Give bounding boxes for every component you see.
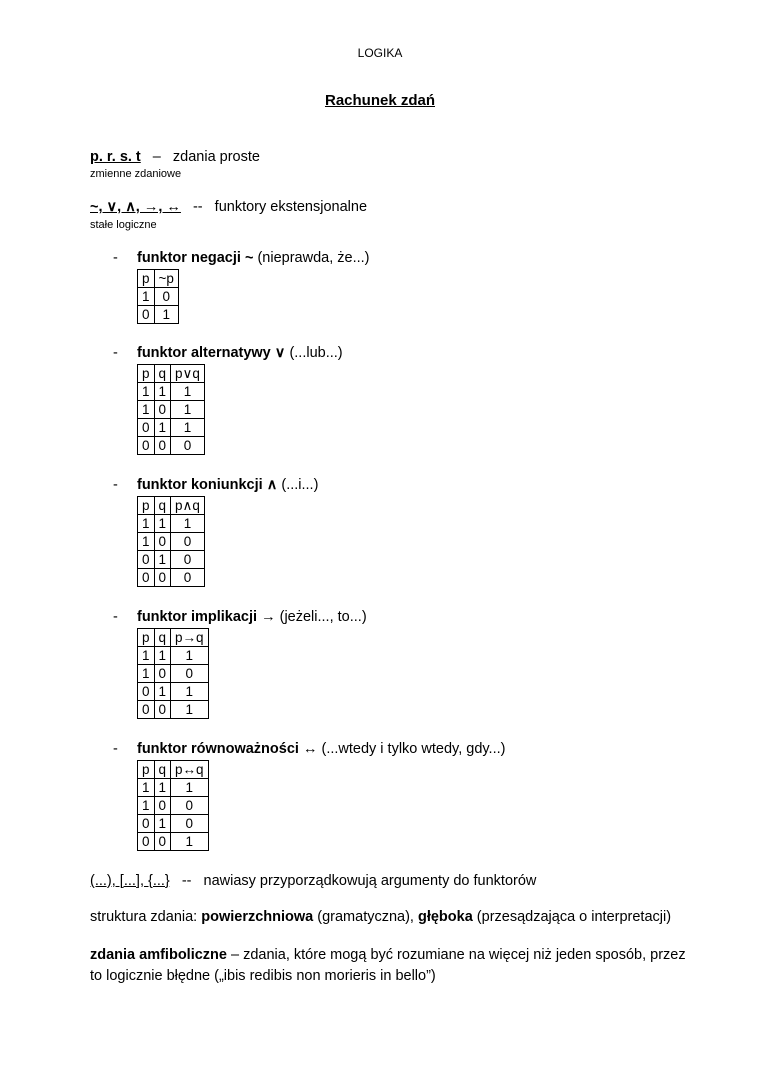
table-header-cell: q <box>154 365 171 383</box>
table-cell: 0 <box>171 665 209 683</box>
table-cell: 0 <box>171 569 205 587</box>
table-header-cell: q <box>154 761 171 779</box>
functor-bullet: - <box>113 477 118 493</box>
table-header-cell: p <box>138 497 155 515</box>
table-cell: 0 <box>154 401 171 419</box>
constants-sep: -- <box>192 199 203 215</box>
table-header-cell: q <box>154 497 171 515</box>
table-row <box>138 551 205 569</box>
table-cell: 1 <box>171 401 205 419</box>
functor-bullet: - <box>113 609 118 625</box>
table-cell: 1 <box>138 665 155 683</box>
table-row <box>138 833 209 851</box>
constants-line <box>90 199 367 215</box>
structure-line <box>90 909 671 925</box>
table-cell: 1 <box>154 815 171 833</box>
functor-heading <box>113 250 370 266</box>
table-header-cell: p <box>138 365 155 383</box>
table-cell: 0 <box>154 665 171 683</box>
table-cell: 1 <box>154 779 171 797</box>
table-cell: 1 <box>154 551 171 569</box>
structure-surface: powierzchniowa <box>201 909 314 925</box>
table-cell: 0 <box>154 288 178 306</box>
variables-sub: zmienne zdaniowe <box>90 168 182 180</box>
table-header-cell: p <box>138 761 155 779</box>
functor-desc: (...wtedy i tylko wtedy, gdy...) <box>321 741 506 757</box>
table-cell: 1 <box>154 419 171 437</box>
page-header: LOGIKA <box>357 46 403 60</box>
table-header-row <box>138 761 209 779</box>
functor-name: funktor negacji ~ <box>137 250 254 266</box>
table-cell: 1 <box>154 647 171 665</box>
truth-table-negation <box>137 269 179 324</box>
brackets-line <box>90 873 536 889</box>
brackets-sep: -- <box>181 873 192 889</box>
functor-heading <box>113 345 343 361</box>
table-cell: 1 <box>171 833 209 851</box>
truth-table-alternative <box>137 364 205 455</box>
table-cell: 1 <box>171 701 209 719</box>
table-row <box>138 815 209 833</box>
table-cell: 1 <box>171 515 205 533</box>
amphibolic-paragraph <box>90 945 690 987</box>
variables-sep: – <box>152 149 161 165</box>
structure-prefix: struktura zdania: <box>90 909 202 925</box>
structure-deep: głęboka <box>417 909 473 925</box>
functor-name: funktor równoważności ↔ <box>137 741 318 757</box>
table-header-cell: p∨q <box>171 365 205 383</box>
table-row <box>138 419 205 437</box>
table-header-cell: p <box>138 270 155 288</box>
functor-heading <box>113 741 505 757</box>
variables-symbols: p. r. s. t <box>90 149 141 165</box>
amphibolic-term: zdania amfiboliczne <box>90 947 227 963</box>
table-cell: 0 <box>138 569 155 587</box>
table-cell: 1 <box>171 419 205 437</box>
truth-table-implication <box>137 628 209 719</box>
table-cell: 1 <box>138 401 155 419</box>
table-header-cell: p→q <box>171 629 209 647</box>
table-header-row <box>138 365 205 383</box>
truth-table-conjunction <box>137 496 205 587</box>
table-cell: 1 <box>171 383 205 401</box>
table-header-cell: ~p <box>154 270 178 288</box>
functor-name: funktor alternatywy ∨ <box>137 345 286 361</box>
table-cell: 0 <box>154 533 171 551</box>
table-cell: 0 <box>138 683 155 701</box>
table-cell: 1 <box>154 383 171 401</box>
table-header-cell: p <box>138 629 155 647</box>
structure-end: (przesądzająca o interpretacji) <box>472 909 672 925</box>
variables-line <box>90 149 260 165</box>
table-cell: 0 <box>171 797 209 815</box>
page-title <box>0 92 760 109</box>
table-cell: 0 <box>171 437 205 455</box>
amphibolic-text: – zdania, które mogą być rozumiane na więcej niż jeden sposób, przez to logicznie błędne („ibis redibis non morieris in bello”) <box>90 947 686 984</box>
table-row <box>138 569 205 587</box>
functor-bullet: - <box>113 741 118 757</box>
table-row <box>138 797 209 815</box>
table-header-cell: q <box>154 629 171 647</box>
table-cell: 1 <box>138 383 155 401</box>
table-cell: 1 <box>171 779 209 797</box>
table-header-row <box>138 497 205 515</box>
functor-desc: (nieprawda, że...) <box>257 250 370 266</box>
functor-heading <box>113 609 367 625</box>
table-cell: 0 <box>138 551 155 569</box>
table-cell: 1 <box>138 797 155 815</box>
table-cell: 0 <box>171 533 205 551</box>
table-row <box>138 701 209 719</box>
table-header-cell: p↔q <box>171 761 209 779</box>
table-cell: 0 <box>154 437 171 455</box>
table-row <box>138 647 209 665</box>
table-cell: 1 <box>154 683 171 701</box>
table-cell: 0 <box>171 551 205 569</box>
table-cell: 0 <box>138 833 155 851</box>
brackets-text: nawiasy przyporządkowują argumenty do funktorów <box>203 873 537 889</box>
table-cell: 1 <box>154 515 171 533</box>
table-cell: 0 <box>138 437 155 455</box>
table-cell: 0 <box>154 833 171 851</box>
table-cell: 0 <box>154 797 171 815</box>
table-cell: 0 <box>138 306 155 324</box>
functor-desc: (...lub...) <box>289 345 343 361</box>
table-cell: 0 <box>138 815 155 833</box>
table-cell: 0 <box>171 815 209 833</box>
table-row <box>138 779 209 797</box>
brackets-symbols: (...), [...], {...} <box>90 873 170 889</box>
table-header-row <box>138 629 209 647</box>
table-row <box>138 437 205 455</box>
table-cell: 1 <box>138 779 155 797</box>
table-row <box>138 515 205 533</box>
table-cell: 0 <box>154 701 171 719</box>
table-header-cell: p∧q <box>171 497 205 515</box>
table-row <box>138 306 179 324</box>
table-cell: 1 <box>171 647 209 665</box>
table-row <box>138 383 205 401</box>
table-cell: 0 <box>138 701 155 719</box>
table-cell: 1 <box>138 288 155 306</box>
table-cell: 0 <box>138 419 155 437</box>
table-cell: 1 <box>154 306 178 324</box>
functor-bullet: - <box>113 345 118 361</box>
functor-name: funktor implikacji → <box>137 609 276 625</box>
table-cell: 1 <box>138 533 155 551</box>
table-row <box>138 288 179 306</box>
table-row <box>138 401 205 419</box>
table-cell: 0 <box>154 569 171 587</box>
constants-text: funktory ekstensjonalne <box>214 199 368 215</box>
table-row <box>138 665 209 683</box>
table-cell: 1 <box>138 515 155 533</box>
structure-mid: (gramatyczna), <box>313 909 418 925</box>
functor-heading <box>113 477 318 493</box>
table-cell: 1 <box>138 647 155 665</box>
truth-table-equivalence <box>137 760 209 851</box>
constants-sub: stałe logiczne <box>90 219 157 231</box>
functor-bullet: - <box>113 250 118 266</box>
variables-text: zdania proste <box>172 149 260 165</box>
table-row <box>138 533 205 551</box>
table-row <box>138 683 209 701</box>
table-cell: 1 <box>171 683 209 701</box>
table-header-row <box>138 270 179 288</box>
functor-desc: (...i...) <box>281 477 319 493</box>
functor-desc: (jeżeli..., to...) <box>279 609 367 625</box>
functor-name: funktor koniunkcji ∧ <box>137 477 278 493</box>
page-title-text: Rachunek zdań <box>324 92 436 109</box>
constants-symbols: ~, ∨, ∧, →, ↔ <box>90 199 181 215</box>
